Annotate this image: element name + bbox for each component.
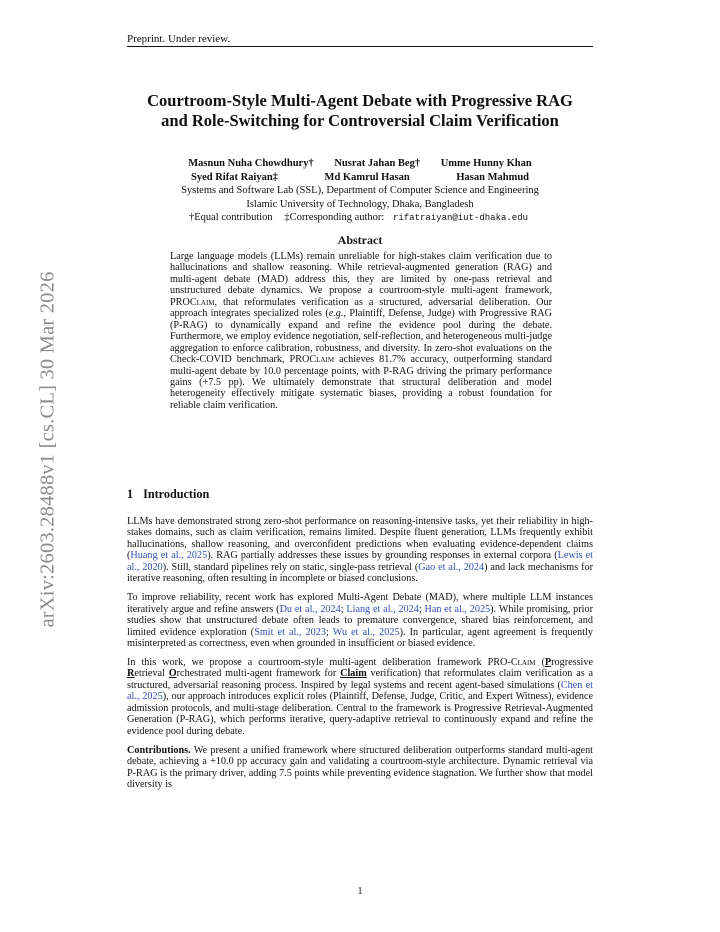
author-name: Md Kamrul Hasan [324,171,410,183]
intro-paragraph-3: In this work, we propose a courtroom-style multi-agent deliberation framework PRO-Claim (Progressive Retrieval Orchestrated multi-agent framework for Claim verification) that reformulates claim verification as a structured, adversarial reasoning process. Inspired by legal systems and recent agent-based simulations (Chen et al., 2025), our approach introduces explicit roles (Plaintiff, Defense, Judge, Critic, and Expert Witness), evidence admission protocols, and multi-stage deliberation. Central to the framework is Progressive Retrieval-Augmented Generation (P-RAG), which performs iterative, query-adaptive retrieval to continuously expand and refine the evidence pool during debate. [127,656,594,737]
paragraph-text: To improve reliability, recent work has explored Multi-Agent Debate (MAD), where multiple LLM instances iteratively argue and refine answers ( [127,592,593,615]
paragraph-text: ). RAG partially addresses these issues by grounding responses in external corpora ( [207,550,558,562]
paragraph-text: ). While promising, prior studies show that unstructured debate often leads to premature convergence, shared bias reinforcement, and limited evidence exploration ( [127,603,593,638]
author-name: Syed Rifat Raiyan‡ [190,171,278,183]
paragraph-text: ; [340,603,347,615]
citation-link[interactable]: Smit et al., 2023 [254,626,326,638]
arxiv-identifier: arXiv:2603.28488v1 [cs.CL] 30 Mar 2026 [36,271,59,628]
running-header: Preprint. Under review. [127,33,231,45]
author-email[interactable]: rifatraiyan@iut-dhaka.edu [392,213,528,224]
author-block [110,157,610,226]
author-name: Hasan Mahmud [456,171,530,183]
citation-link[interactable]: Wu et al., 2025 [332,626,400,638]
paragraph-text: LLMs have demonstrated strong zero-shot performance on reasoning-intensive tasks, yet their reliability in high-stakes domains, such as claim verification, remains limited. Despite fluent generation, LLMs frequently exhibit hallucinations, shallow reasoning, and overconfident predictions when evaluating evidence-dependent claims ( [127,516,593,562]
citation-link[interactable]: Han et al., 2025 [424,603,491,615]
citation-link[interactable]: Lewis et al., 2020 [127,550,593,573]
citation-link[interactable]: Du et al., 2024 [279,603,341,615]
author-row-2 [110,171,610,185]
section-title: Introduction [143,487,210,501]
equal-contribution-note: †Equal contribution [188,212,273,224]
introduction-body [127,516,593,798]
corresponding-label: ‡Corresponding author: [284,212,385,224]
intro-paragraph-2 [127,592,593,649]
page-number: 1 [357,886,363,897]
header-rule [127,46,593,47]
citation-link[interactable]: Huang et al., 2025 [130,550,208,562]
paragraph-text: ). In particular, agent agreement is frequently misinterpreted as correctness, even when grounded in insufficient or biased evidence. [127,626,593,650]
author-row-1 [110,157,610,171]
paragraph-text: ; [418,603,425,615]
paragraph-text: ). Still, standard pipelines rely on static, single-pass retrieval ( [162,561,419,573]
contribution-note [110,211,610,226]
author-name: Umme Hunny Khan [440,158,532,169]
author-name: Masnun Nuha Chowdhury† [188,158,314,169]
contributions-lead: Contributions. [127,744,191,756]
abstract-heading: Abstract [337,233,383,247]
corresponding-author-note [281,212,531,223]
title-line-2: and Role-Switching for Controversial Claim Verification [161,111,559,130]
section-number: 1 [127,487,134,501]
paper-title [110,91,610,131]
title-line-1: Courtroom-Style Multi-Agent Debate with Progressive RAG [147,91,573,110]
intro-paragraph-4: Contributions. We present a unified framework where structured deliberation outperforms standard multi-agent debate, achieving a +10.0 pp accuracy gain and validating a courtroom-style architecture. Dynamic retrieval via P-RAG is the primary driver, adding 7.5 points while preventing evidence stagnation. We further show that model diversity is [127,744,593,791]
citation-link[interactable]: Chen et al., 2025 [127,679,593,703]
abstract-body: Large language models (LLMs) remain unreliable for high-stakes claim verification due to hallucinations and shallow reasoning. While retrieval-augmented generation (RAG) and multi-agent debate (MAD) address this, they are limited by one-pass retrieval and unstructured debate dynamics. We propose a courtroom-style multi-agent framework, PROClaim, that reformulates verification as a structured, adversarial deliberation. Our approach integrates specialized roles (e.g., Plaintiff, Defense, Judge) with Progressive RAG (P-RAG) to dynamically expand and refine the evidence pool during the debate. Furthermore, we employ evidence negotiation, self-reflection, and heterogeneous multi-judge aggregation to enforce calibration, robustness, and diversity. In zero-shot evaluations on the Check-COVID benchmark, PROClaim achieves 81.7% accuracy, outperforming standard multi-agent debate by 10.0 percentage points, with P-RAG driving the primary performance gains (+7.5 pp). We ultimately demonstrate that structural deliberation and model heterogeneity effectively mitigate systematic biases, providing a robust foundation for reliable claim verification. [170,251,552,411]
affiliation-line-1: Systems and Software Lab (SSL), Department of Computer Science and Engineering [181,185,539,197]
citation-link[interactable]: Gao et al., 2024 [418,561,485,573]
author-name: Nusrat Jahan Beg† [334,158,421,169]
citation-link[interactable]: Liang et al., 2024 [346,603,419,615]
affiliation-line-2: Islamic University of Technology, Dhaka, Bangladesh [246,198,474,210]
section-heading-introduction [127,487,593,502]
paragraph-text: ) and lack mechanisms for iterative reasoning, often resulting in incomplete or biased conclusions. [127,561,593,585]
intro-paragraph-1 [127,516,593,585]
paragraph-text: ; [325,626,333,638]
